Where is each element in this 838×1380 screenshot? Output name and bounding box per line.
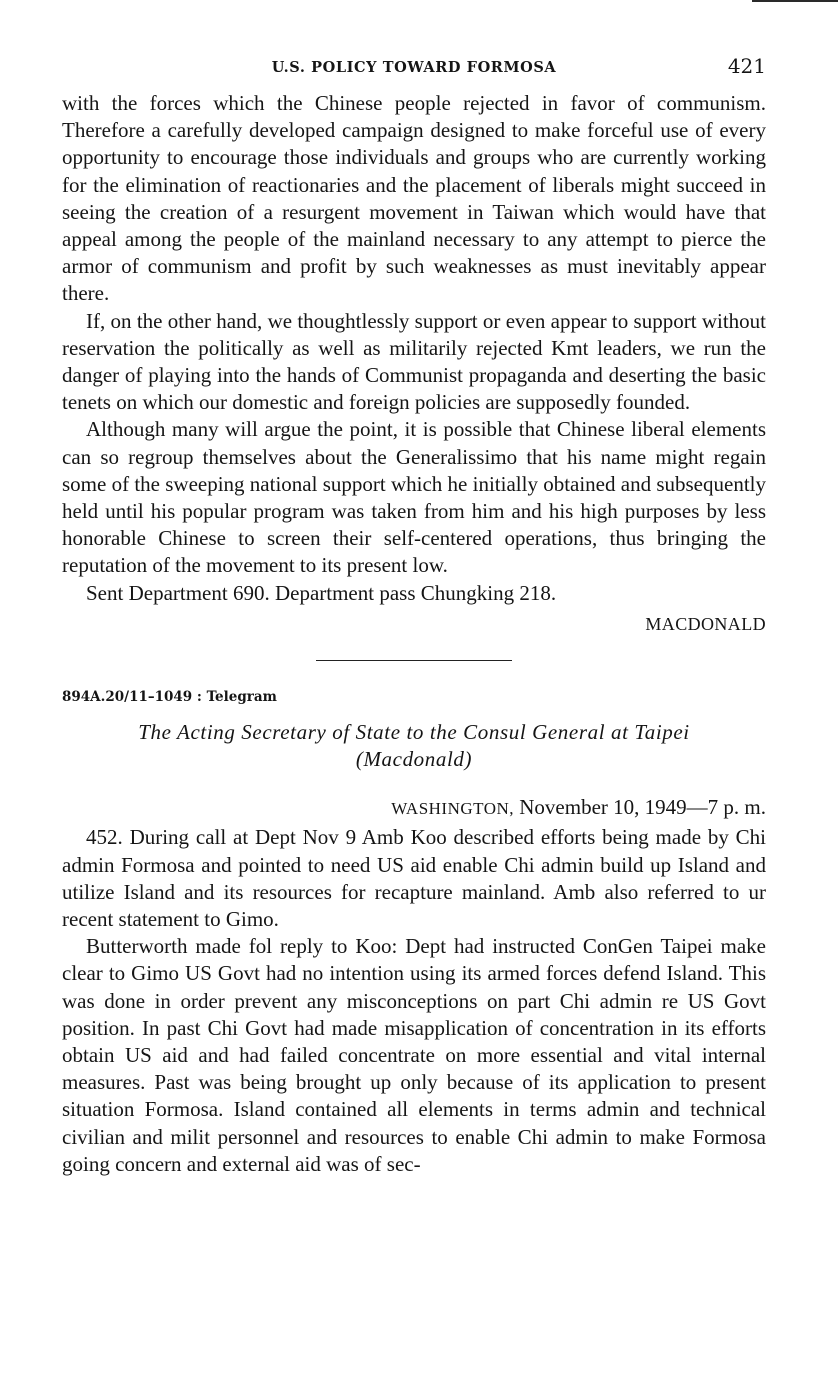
paragraph-continuation: with the forces which the Chinese people rejected in favor of communism. Therefore a carefully developed campaign designed to make forceful use of every opportunity to encourage those individuals and groups who are currently working for the elimination of reactionaries and the placement of liberals might succeed in seeing the creation of a resurgent movement in Taiwan which would have that appeal among the people of the mainland necessary to any attempt to pierce the armor of communism and profit by such weaknesses as must inevitably appear there. bbox=[62, 91, 766, 306]
heading-line-2: (Macdonald) bbox=[355, 747, 473, 772]
dateline bbox=[62, 794, 766, 822]
paragraph-sent-department: Sent Department 690. Department pass Chungking 218. bbox=[86, 580, 557, 605]
running-header bbox=[62, 50, 766, 90]
paragraph-liberal-elements: Although many will argue the point, it is possible that Chinese liberal elements can so regroup themselves about the Generalissimo that his name might regain some of the sweeping national support which he initially obtained and subsequently held until his popular program was taken from him and his high purposes by less honorable Chinese to screen their self-centered operations, thus bringing the reputation of the movement to its present low. bbox=[62, 417, 766, 578]
heading-line-1: The Acting Secretary of State to the Consul General at Taipei bbox=[138, 720, 690, 745]
page-number: 421 bbox=[727, 54, 766, 78]
paragraph-butterworth-reply: Butterworth made fol reply to Koo: Dept had instructed ConGen Taipei make clear to Gimo US Govt had no intention using its armed forces defend Island. This was done in order prevent any misconceptions on part Chi admin re US Govt position. In past Chi Govt had made misapplication of concentration in its efforts obtain US aid and had failed concentrate on more essential and vital internal measures. Past was being brought up only because of its application to present situation Formosa. Island contained all elements in terms admin and technical civilian and milit personnel and resources to enable Chi admin to make Formosa going concern and external aid was of sec- bbox=[62, 934, 766, 1176]
paragraph-kmt-support: If, on the other hand, we thoughtlessly support or even appear to support without reservation the politically as well as militarily rejected Kmt leaders, we run the danger of playing into the hands of Communist propaganda and deserting the basic tenets on which our domestic and foreign policies are supposedly founded. bbox=[62, 308, 766, 415]
section-divider bbox=[316, 660, 512, 662]
file-reference: 894A.20/11–1049 : Telegram bbox=[62, 689, 277, 706]
page-corner-rule bbox=[752, 0, 838, 2]
document-heading bbox=[62, 719, 766, 773]
document-page bbox=[62, 50, 766, 1178]
running-title: U.S. POLICY TOWARD FORMOSA bbox=[271, 59, 557, 76]
paragraph-452: 452. During call at Dept Nov 9 Amb Koo described efforts being made by Chi admin Formosa and pointed to need US aid enable Chi admin build up Island and utilize Island and its resources for recapture mainland. Amb also referred to ur recent statement to Gimo. bbox=[62, 825, 766, 931]
signature: MACDONALD bbox=[645, 613, 766, 634]
dateline-date: November 10, 1949—7 p. m. bbox=[519, 795, 766, 820]
dateline-place: WASHINGTON, bbox=[391, 799, 515, 819]
